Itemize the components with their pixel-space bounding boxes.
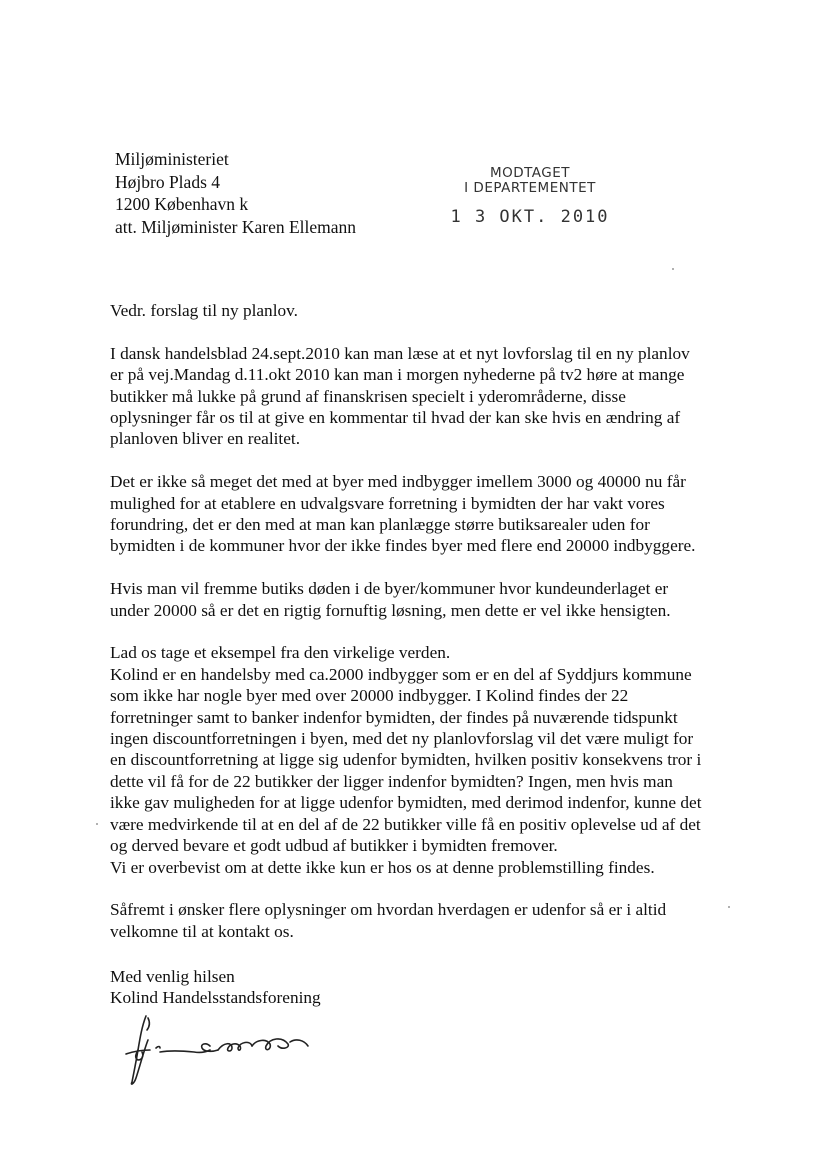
text-line: Hvis man vil fremme butiks døden i de byer/kommuner hvor kundeunderlaget er	[110, 579, 669, 599]
closing-block	[110, 966, 321, 1009]
text-line: Såfremt i ønsker flere oplysninger om hvordan hverdagen er udenfor så er i altid	[110, 900, 667, 920]
recipient-address	[115, 148, 356, 238]
text-line: butikker må lukke på grund af finanskrisen specielt i yderområderne, disse	[110, 386, 626, 406]
text-line: forundring, det er den med at man kan planlægge større butiksarealer uden for	[110, 515, 650, 535]
text-line: som ikke har nogle byer med over 20000 indbygger. I Kolind findes der 22	[110, 686, 629, 706]
text-line: planloven bliver en realitet.	[110, 429, 301, 449]
text-line: mulighed for at etablere en udvalgsvare forretning i bymidten der har vakt vores	[110, 493, 665, 513]
paragraph	[110, 642, 770, 877]
subject-text: Vedr. forslag til ny planlov.	[110, 301, 298, 320]
signature-image	[120, 1010, 320, 1090]
text-line: under 20000 så er det en rigtig fornuftig løsning, men dette er vel ikke hensigten.	[110, 600, 671, 620]
recipient-line: 1200 København k	[115, 194, 249, 214]
closing-greeting: Med venlig hilsen	[110, 967, 235, 986]
text-line: velkomne til at kontakt os.	[110, 921, 294, 941]
paragraph	[110, 578, 770, 621]
text-line: være medvirkende til at en del af de 22 butikker ville få en positiv oplevelse ud af det	[110, 814, 701, 834]
text-line: en discountforretning at ligge sig udenfor bymidten, hvilken positiv konsekvens tror i	[110, 750, 702, 770]
recipient-line: Miljøministeriet	[115, 149, 229, 169]
paragraph	[110, 899, 770, 942]
text-line: ikke gav muligheden for at ligge udenfor bymidten, med derimod indenfor, kunne det	[110, 793, 702, 813]
text-line: dette vil få for de 22 butikker der ligger indenfor bymidten? Ingen, men hvis man	[110, 771, 673, 791]
paragraph	[110, 343, 770, 450]
text-line: er på vej.Mandag d.11.okt 2010 kan man i morgen nyhederne på tv2 høre at mange	[110, 365, 685, 385]
recipient-line: att. Miljøminister Karen Ellemann	[115, 216, 357, 237]
text-line: oplysninger får os til at give en kommentar til hvad der kan ske hvis en ændring af	[110, 408, 681, 428]
text-line: bymidten i de kommuner hvor der ikke findes byer med flere end 20000 indbyggere.	[110, 536, 696, 556]
text-line: Vi er overbevist om at dette ikke kun er hos os at denne problemstilling findes.	[110, 857, 655, 877]
paragraph	[110, 471, 770, 557]
sender-name: Kolind Handelsstandsforening	[110, 988, 321, 1008]
text-line: og derved bevare et godt udbud af butikker i bymidten fremover.	[110, 836, 558, 856]
recipient-line: Højbro Plads 4	[115, 171, 220, 192]
stamp-line: MODTAGET	[489, 165, 571, 181]
stamp-line: I DEPARTEMENTET	[464, 180, 596, 196]
received-stamp	[450, 166, 610, 225]
scan-speck	[728, 906, 730, 908]
stamp-date: 1 3 OKT. 2010	[450, 207, 610, 227]
text-line: forretninger samt to banker indenfor bymidten, der findes på nuværende tidspunkt	[110, 707, 678, 727]
subject-line	[110, 300, 770, 321]
scan-speck	[96, 823, 98, 825]
handwritten-signature	[120, 1010, 320, 1095]
text-line: Det er ikke så meget det med at byer med indbygger imellem 3000 og 40000 nu får	[110, 472, 686, 492]
text-line: I dansk handelsblad 24.sept.2010 kan man læse at et nyt lovforslag til en ny planlov	[110, 343, 690, 363]
text-line: Lad os tage et eksempel fra den virkelige verden.	[110, 643, 451, 663]
scan-speck	[672, 268, 674, 270]
letter-body	[110, 300, 770, 964]
text-line: ingen discountforretningen i byen, med det ny planlovforslag vil det være muligt for	[110, 729, 694, 749]
text-line: Kolind er en handelsby med ca.2000 indbygger som er en del af Syddjurs kommune	[110, 664, 692, 684]
